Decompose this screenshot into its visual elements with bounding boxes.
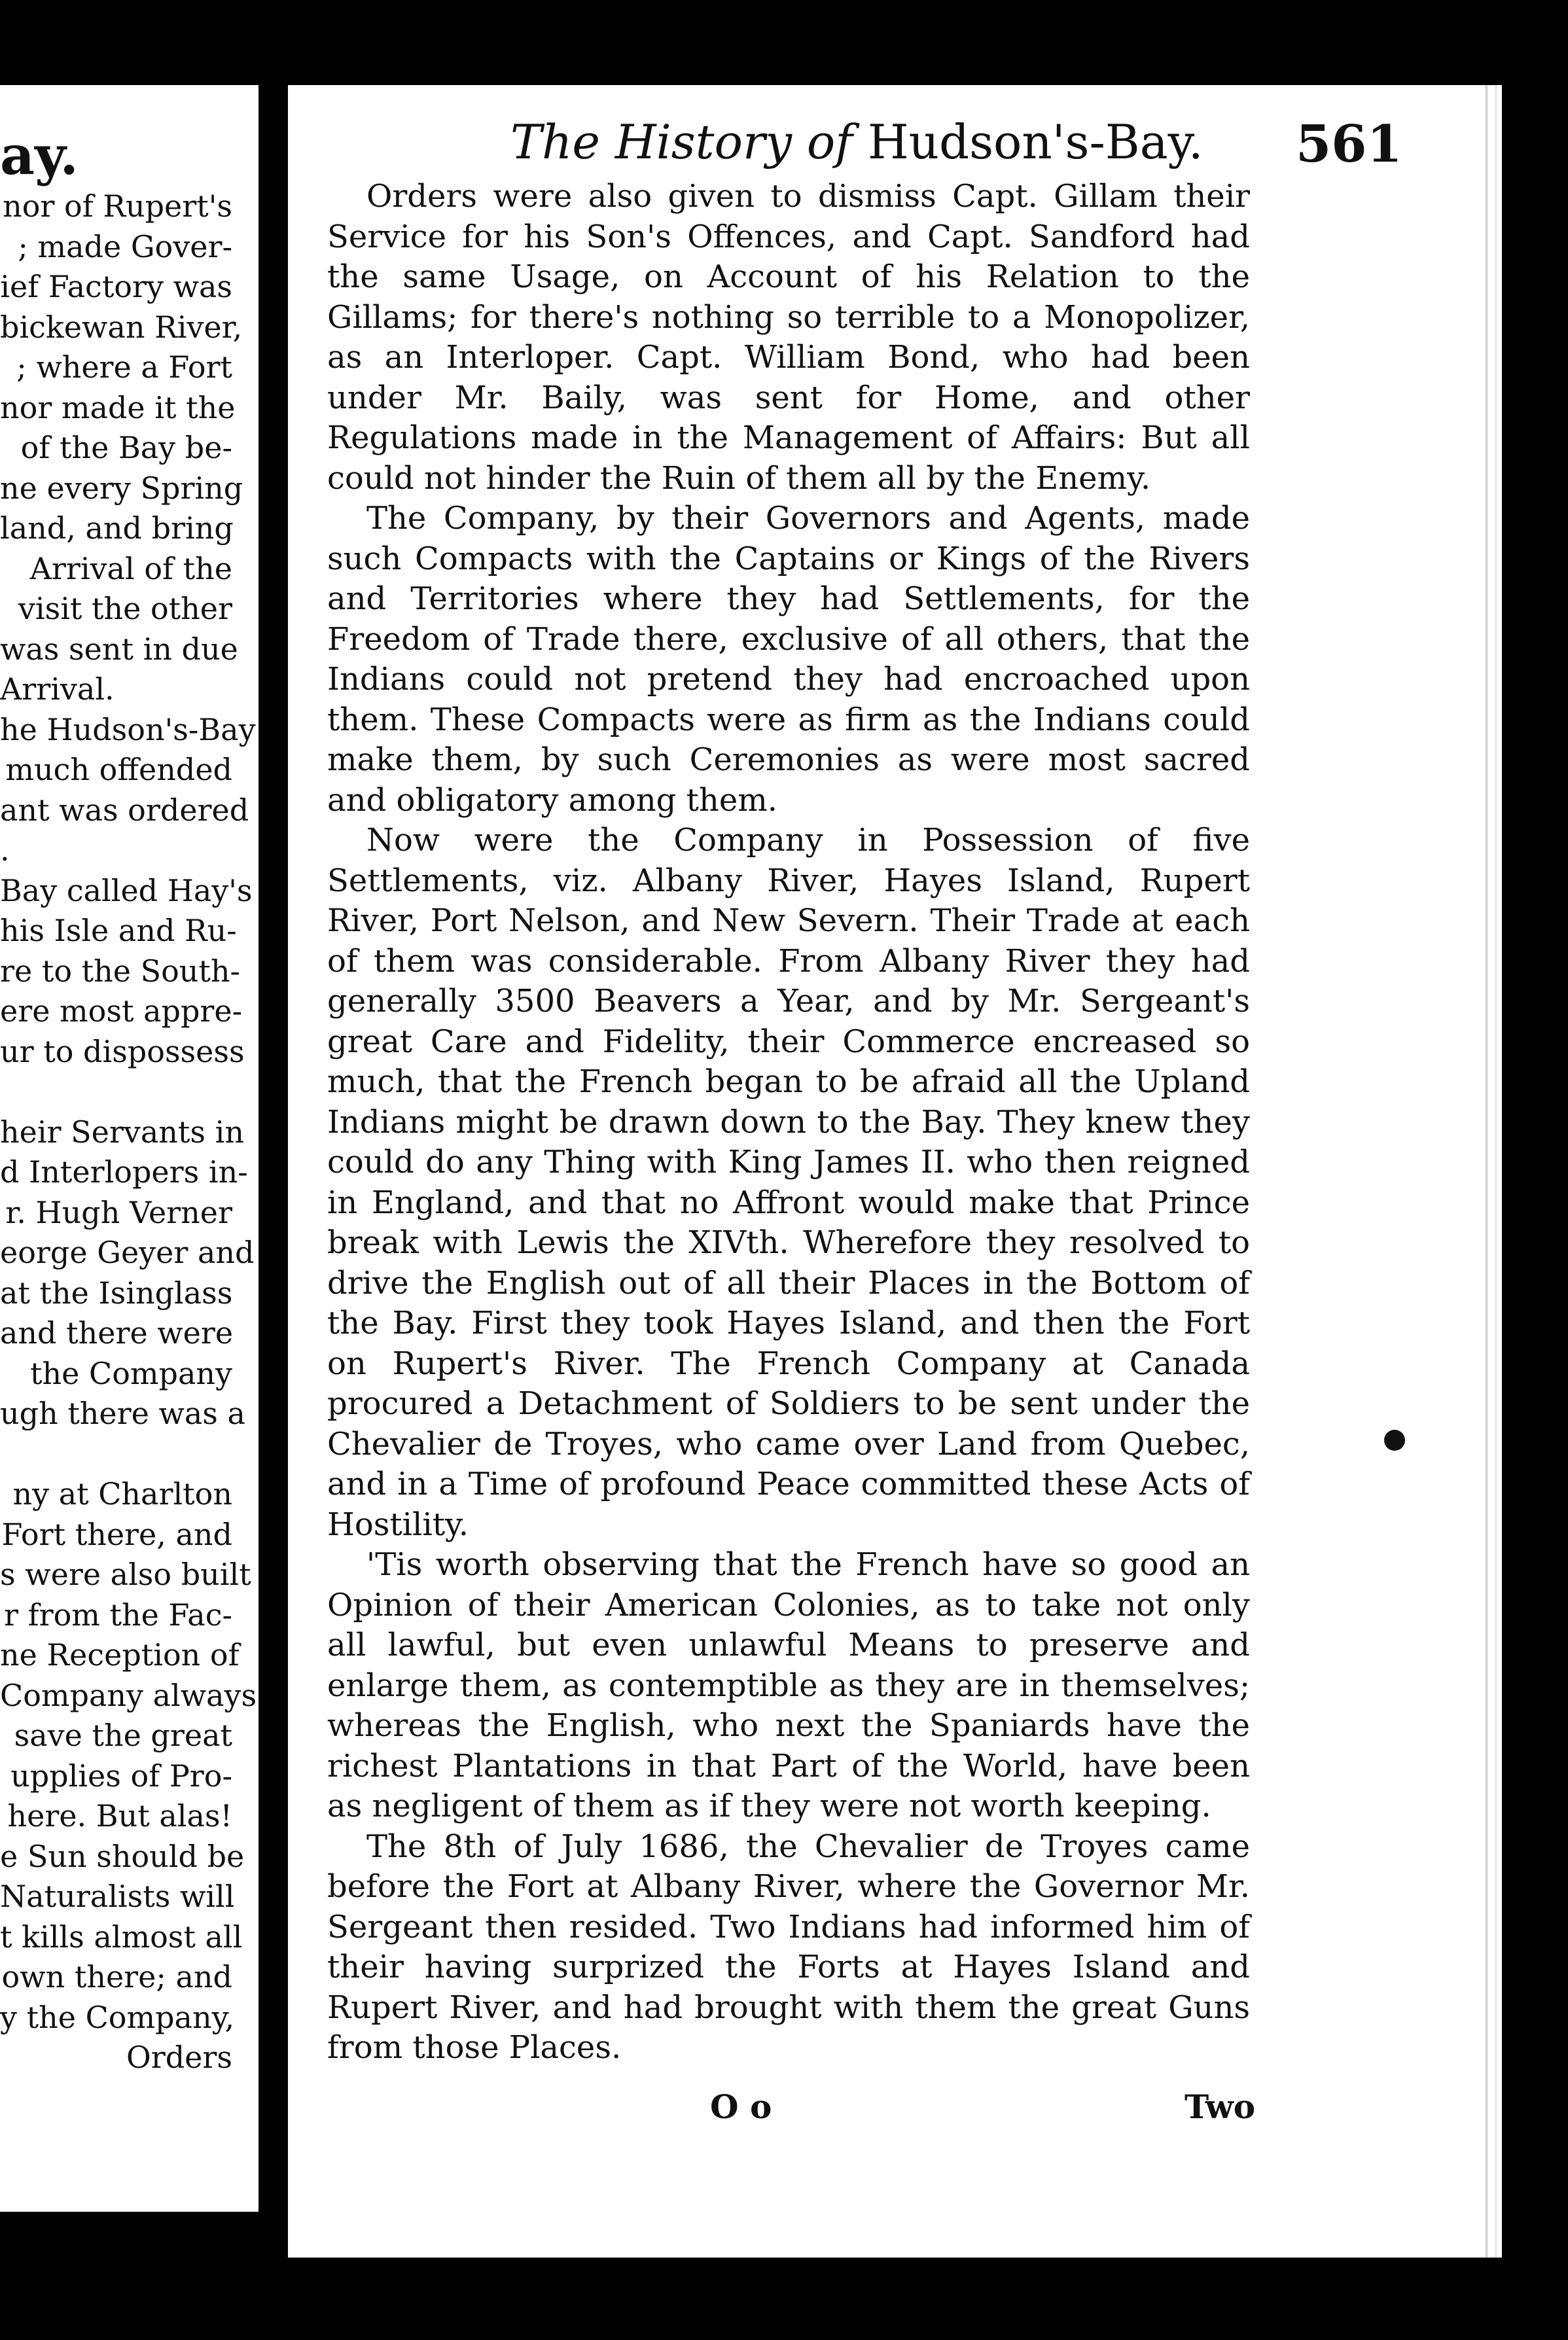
paragraph: Now were the Company in Possession of five Settlements, viz. Albany River, Hayes Island, Rupert River, Port Nelson, and New Severn. Their Trade at each of them was considerable. From Albany River they had generally 3500 Beavers a Year, and by Mr. Sergeant's great Care and Fidelity, their Commerce encreased so much, that the French began to be afraid all the Upland Indians might be drawn down to the Bay. They knew they could do any Thing with King James II. who then reigned in England, and that no Affront would make that Prince break with Lewis the XIVth. Wherefore they resolved to drive the English out of all their Places in the Bottom of the Bay. First they took Hayes Island, and then the Fort on Rupert's River. The French Company at Canada procured a Detachment of Soldiers to be sent under the Chevalier de Troyes, who came over Land from Quebec, and in a Time of profound Peace committed these Acts of Hostility. [327,822,1250,1543]
running-head-roman: Hudson's-Bay. [867,115,1203,169]
text-line: Orders [126,2040,232,2075]
text-line: eorge Geyer and [0,1235,255,1270]
left-page-fragment [0,85,258,2212]
left-page-text [0,186,257,2078]
paragraph: 'Tis worth observing that the French have so good an Opinion of their American Colonies, as to take not only all lawful, but even unlawful Means to preserve and enlarge them, as contemptible as they are in themselves; whereas the English, who next the Spaniards have the richest Plantations in that Part of the World, have been as negligent of them as if they were not worth keeping. [327,1546,1250,1824]
text-line: was sent in due [0,631,238,667]
text-line: y the Company, [0,1999,235,2035]
left-running-head-fragment: ay. [0,124,79,187]
text-line: his Isle and Ru- [0,913,237,948]
text-line [0,1434,232,1475]
text-line: t kills almost all [0,1919,243,1955]
text-line: ; where a Fort [16,349,232,385]
text-line: visit the other [18,591,232,626]
text-line: Company always [0,1677,257,1713]
text-line: ur to dispossess [0,1033,245,1069]
text-line [0,1072,232,1112]
text-line: ief Factory was [0,269,232,304]
paragraph: Orders were also given to dismiss Capt. Gillam their Service for his Son's Offences, and Capt. Sandford had the same Usage, on Account of his Relation to the Gillams; for there's nothing so terrible to a Monopolizer, as an Interloper. Capt. William Bond, who had been under Mr. Baily, was sent for Home, and other Regulations made in the Management of Affairs: But all could not hinder the Ruin of them all by the Enemy. [327,178,1250,497]
text-line: he Hudson's-Bay [0,711,256,747]
text-line: own there; and [1,1959,232,1994]
page-edge-line [1495,85,1497,2258]
text-line: and there were [0,1315,234,1351]
text-line: ny at Charlton [12,1476,232,1512]
text-line: ere most appre- [0,993,243,1029]
text-line: heir Servants in [0,1114,244,1150]
text-line: ne every Spring [0,470,243,506]
text-line: save the great [14,1718,232,1753]
page-number: 561 [1296,115,1402,174]
text-line: much offended [5,752,232,787]
text-line: nor made it the [0,389,236,425]
text-line: bickewan River, [0,309,243,345]
text-line: of the Bay be- [20,430,232,465]
text-line: s were also built [0,1557,251,1592]
running-head-italic: The History of [510,115,853,169]
text-line: ne Reception of [0,1637,240,1673]
text-line: at the Isinglass [0,1275,233,1311]
text-line: here. But alas! [7,1798,232,1834]
right-page [288,85,1502,2258]
signature-mark: O o [710,2087,772,2126]
text-line: nor of Rupert's [3,188,232,224]
paragraph: The Company, by their Governors and Agents, made such Compacts with the Captains or Kings of the Rivers and Territories where they had Settlements, for the Freedom of Trade there, exclusive of all others, that the Indians could not pretend they had encroached upon them. These Compacts were as firm as the Indians could make them, by such Ceremonies as were most sacred and obligatory among them. [327,500,1250,819]
text-line: ; made Gover- [18,228,232,264]
text-line: ugh there was a [0,1396,245,1431]
text-line: Naturalists will [0,1879,235,1914]
text-line: r from the Fac- [3,1597,232,1633]
text-line: Arrival. [0,671,115,707]
text-line: ant was ordered [0,792,249,828]
paragraph: The 8th of July 1686, the Chevalier de Troyes came before the Fort at Albany River, where the Governor Mr. Sergeant then resided. Two Indians had informed him of their having surprized the Forts at Hayes Island and Rupert River, and had brought with them the great Guns from those Places. [327,1828,1250,2066]
text-line: Arrival of the [29,550,232,586]
text-line: re to the South- [0,953,241,989]
text-line: Fort there, and [1,1516,232,1552]
page-edge-line [1486,85,1488,2258]
text-line: land, and bring [0,510,234,546]
text-line: . [0,832,10,868]
catchword: Two [1185,2087,1256,2126]
text-line: r. Hugh Verner [5,1194,232,1230]
running-head [510,115,1203,169]
text-line: d Interlopers in- [0,1154,248,1190]
ink-blot [1384,1430,1405,1451]
text-line: Bay called Hay's [0,872,253,908]
text-line: the Company [30,1355,232,1391]
body-text [327,177,1250,2068]
text-line: e Sun should be [0,1838,245,1874]
text-line: upplies of Pro- [10,1758,232,1794]
